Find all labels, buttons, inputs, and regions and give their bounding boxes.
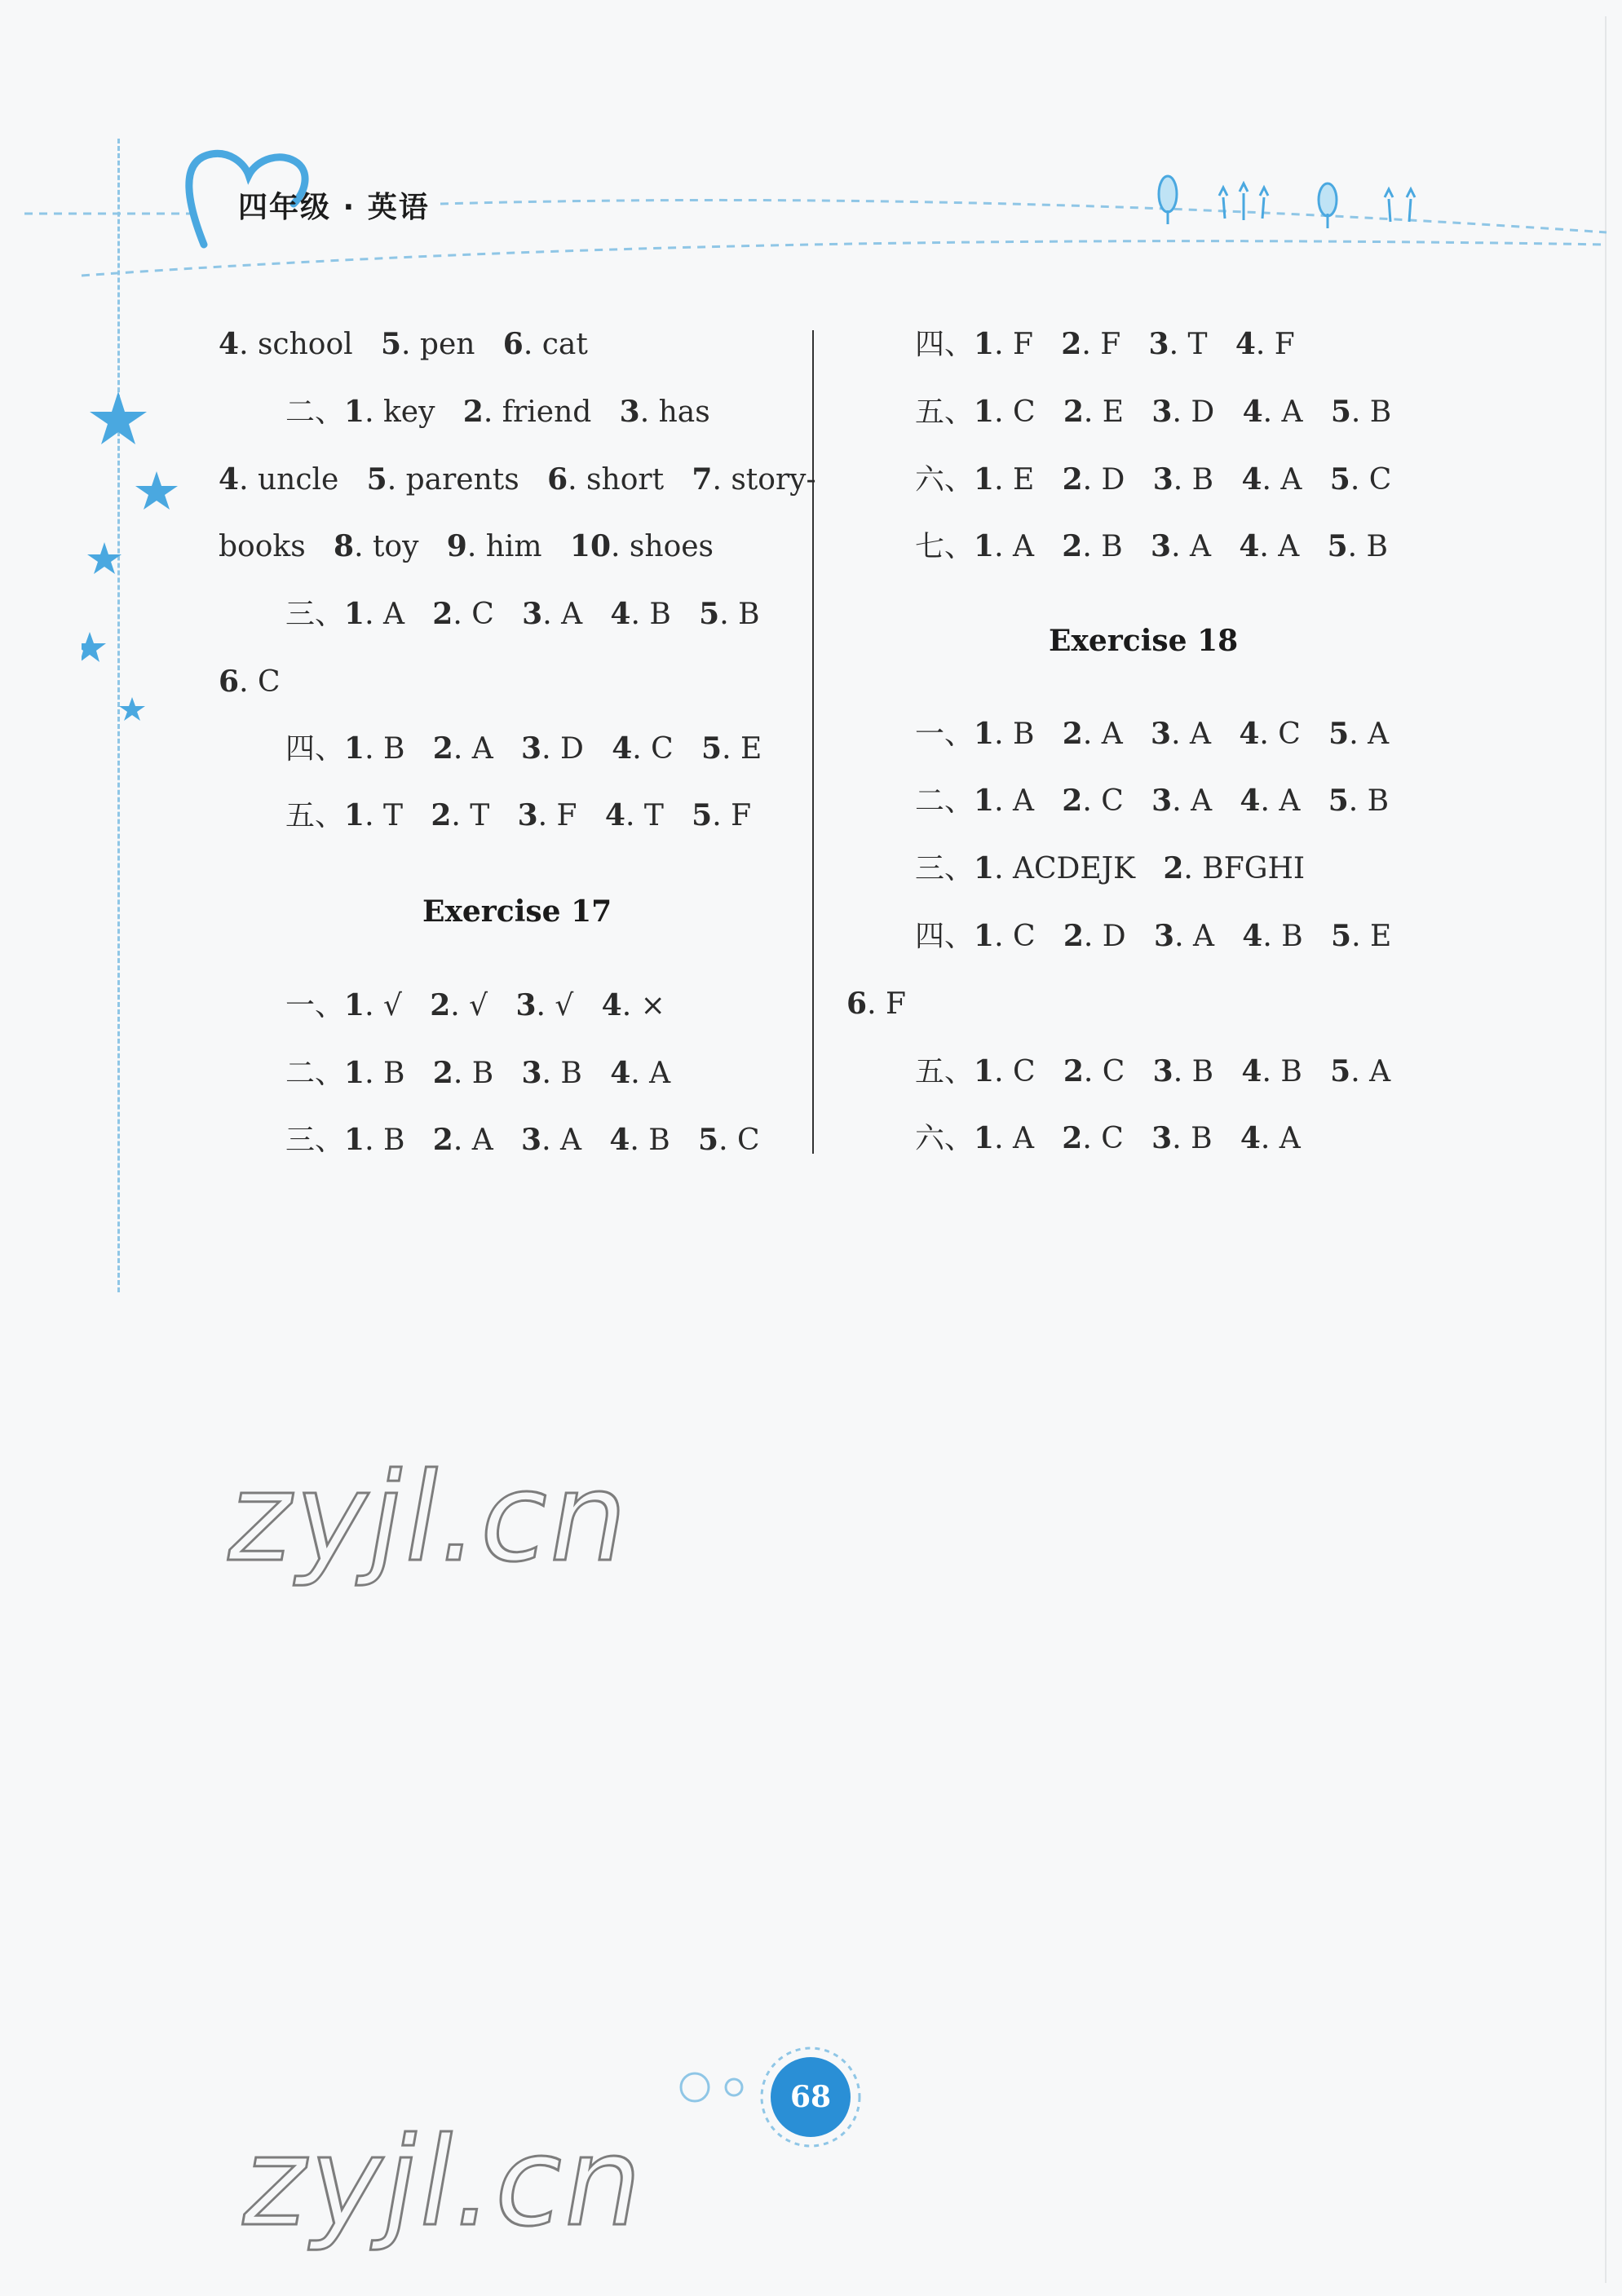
page-edge	[1605, 16, 1607, 2283]
left-answer-line: 五、1. T 2. T 3. F 4. T 5. F	[285, 798, 752, 832]
exercise-18-title: Exercise 18	[1049, 624, 1239, 658]
exercise-17-title: Exercise 17	[422, 894, 612, 929]
right-ex18-answer-line: 六、1. A 2. C 3. B 4. A	[915, 1121, 1301, 1155]
watermark: zyjl.cn	[232, 2112, 657, 2254]
right-answer-line: 五、1. C 2. E 3. D 4. A 5. B	[915, 395, 1392, 429]
left-answer-line: 二、1. key 2. friend 3. has	[285, 395, 710, 429]
right-answer-line: 六、1. E 2. D 3. B 4. A 5. C	[915, 462, 1392, 497]
right-answer-line: 七、1. A 2. B 3. A 4. A 5. B	[915, 529, 1388, 563]
trees-icon	[1159, 176, 1415, 228]
left-answer-line: 4. uncle 5. parents 6. short 7. story-	[219, 462, 816, 497]
left-ex17-answer-line: 三、1. B 2. A 3. A 4. B 5. C	[285, 1123, 760, 1157]
right-ex18-answer-line: 一、1. B 2. A 3. A 4. C 5. A	[915, 717, 1390, 751]
right-ex18-answer-line: 二、1. A 2. C 3. A 4. A 5. B	[915, 784, 1390, 818]
star-icon	[82, 391, 178, 721]
right-answer-line: 四、1. F 2. F 3. T 4. F	[915, 327, 1295, 361]
header-decoration	[0, 0, 1622, 294]
column-divider	[812, 330, 814, 1154]
page-number: 68	[771, 2057, 851, 2137]
left-ex17-answer-line: 二、1. B 2. B 3. B 4. A	[285, 1056, 671, 1090]
left-ex17-answer-line: 一、1. √ 2. √ 3. √ 4. ×	[285, 988, 665, 1022]
left-answer-line: 6. C	[219, 665, 281, 699]
right-ex18-answer-line: 五、1. C 2. C 3. B 4. B 5. A	[915, 1054, 1391, 1088]
stars-decoration	[82, 383, 188, 734]
left-answer-line: 4. school 5. pen 6. cat	[219, 327, 588, 361]
watermark: zyjl.cn	[217, 1447, 643, 1589]
right-ex18-answer-line: 四、1. C 2. D 3. A 4. B 5. E	[915, 919, 1392, 953]
left-answer-line: 三、1. A 2. C 3. A 4. B 5. B	[285, 597, 760, 631]
page-header-title: 四年级 · 英语	[238, 191, 430, 224]
left-answer-line: books 8. toy 9. him 10. shoes	[219, 529, 714, 563]
right-ex18-answer-line: 三、1. ACDEJK 2. BFGHI	[915, 851, 1306, 885]
right-ex18-answer-line: 6. F	[846, 987, 906, 1021]
left-answer-line: 四、1. B 2. A 3. D 4. C 5. E	[285, 731, 762, 766]
